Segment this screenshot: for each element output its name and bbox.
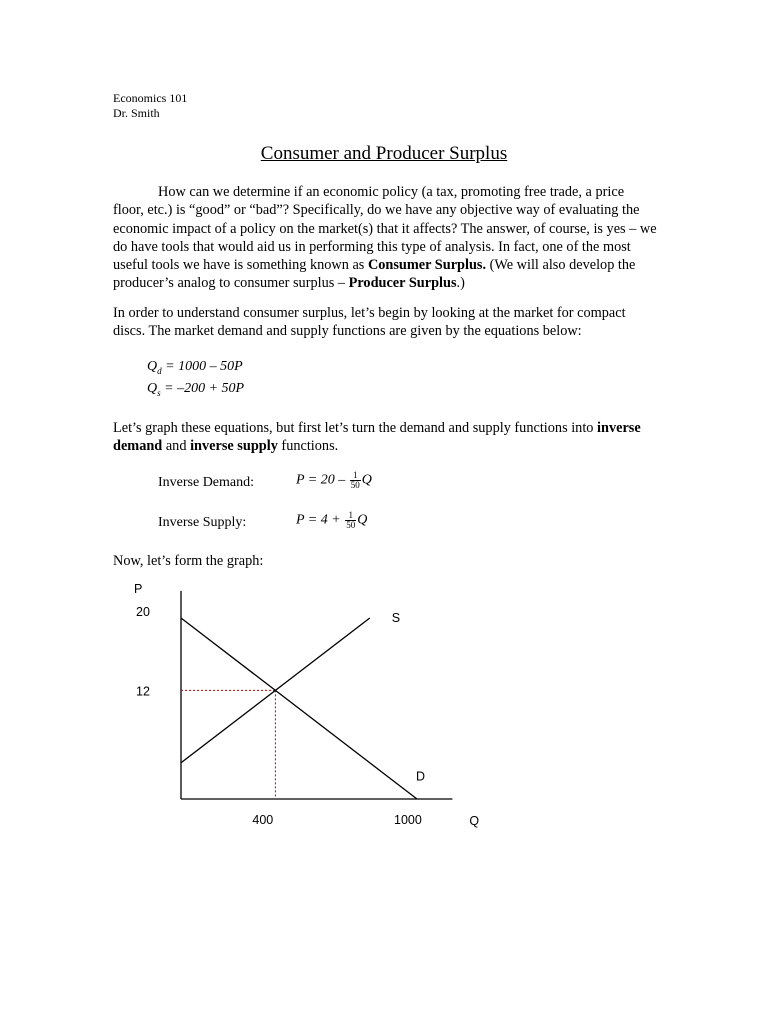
fraction-numerator: 1 (350, 471, 361, 481)
inverse-text-2: and (162, 438, 191, 455)
inverse-supply-lhs: P = 4 + (296, 512, 345, 528)
course-name: Economics 101 (113, 91, 188, 105)
inverse-text-3: functions. (277, 438, 339, 455)
demand-eq-q: Q (147, 359, 158, 374)
inverse-demand-lhs: P = 20 – (296, 472, 349, 488)
series-line-D (181, 618, 417, 799)
demand-eq-sub: d (157, 365, 162, 376)
market-paragraph: In order to understand consumer surplus, let’s begin by looking at the market for compact discs. The market demand and supply functions are given by the equations below: (113, 305, 626, 340)
fraction-denominator: 50 (350, 480, 360, 490)
demand-curve-label: D (416, 769, 426, 784)
intro-text-2: (We will also develop the producer’s analog to consumer surplus – (113, 257, 636, 292)
fraction-denominator: 50 (346, 520, 356, 530)
supply-eq-q: Q (147, 381, 158, 396)
x-tick-label: 400 (252, 813, 274, 827)
intro-bold-producer-surplus: Producer Surplus (348, 275, 457, 292)
y-tick-label: 20 (136, 605, 150, 619)
inverse-demand-var: Q (361, 472, 372, 488)
supply-eq-sub: s (157, 387, 161, 398)
inverse-supply-label: Inverse Supply: (158, 515, 247, 530)
inverse-supply-var: Q (357, 512, 368, 528)
x-tick-label: 1000 (394, 813, 422, 827)
y-tick-label: 12 (136, 684, 150, 699)
page-title: Consumer and Producer Surplus (260, 143, 508, 164)
inverse-bold-demand: inverse demand (113, 420, 641, 455)
series-layer (181, 618, 417, 799)
inverse-text-1: Let’s graph these equations, but first let’s turn the demand and supply functions into (113, 420, 598, 436)
graph-intro: Now, let’s form the graph: (113, 553, 264, 569)
intro-bold-consumer-surplus: Consumer Surplus. (367, 257, 487, 274)
y-axis-label: P (134, 581, 143, 596)
inverse-bold-supply: inverse supply (190, 438, 278, 455)
intro-text-3: .) (456, 275, 465, 292)
fraction-numerator: 1 (345, 511, 356, 521)
demand-eq-rhs: = 1000 – 50P (161, 359, 243, 374)
supply-eq-rhs: = –200 + 50P (160, 381, 245, 396)
instructor-name: Dr. Smith (113, 106, 160, 120)
intro-text-1: How can we determine if an economic policy (a tax, promoting free trade, a price floor, etc.) is “good” or “bad”? Specifically, do we have any objective way of evaluating the economic impact of a policy on the market(s) that it affects? The answer, of course, is yes – we do have tools that would aid us in performing this type of analysis. In fact, one of the most useful tools we have is something known as (113, 184, 657, 274)
supply-curve-label: S (391, 611, 401, 625)
inverse-demand-label: Inverse Demand: (158, 475, 255, 490)
x-axis-label: Q (469, 814, 480, 828)
